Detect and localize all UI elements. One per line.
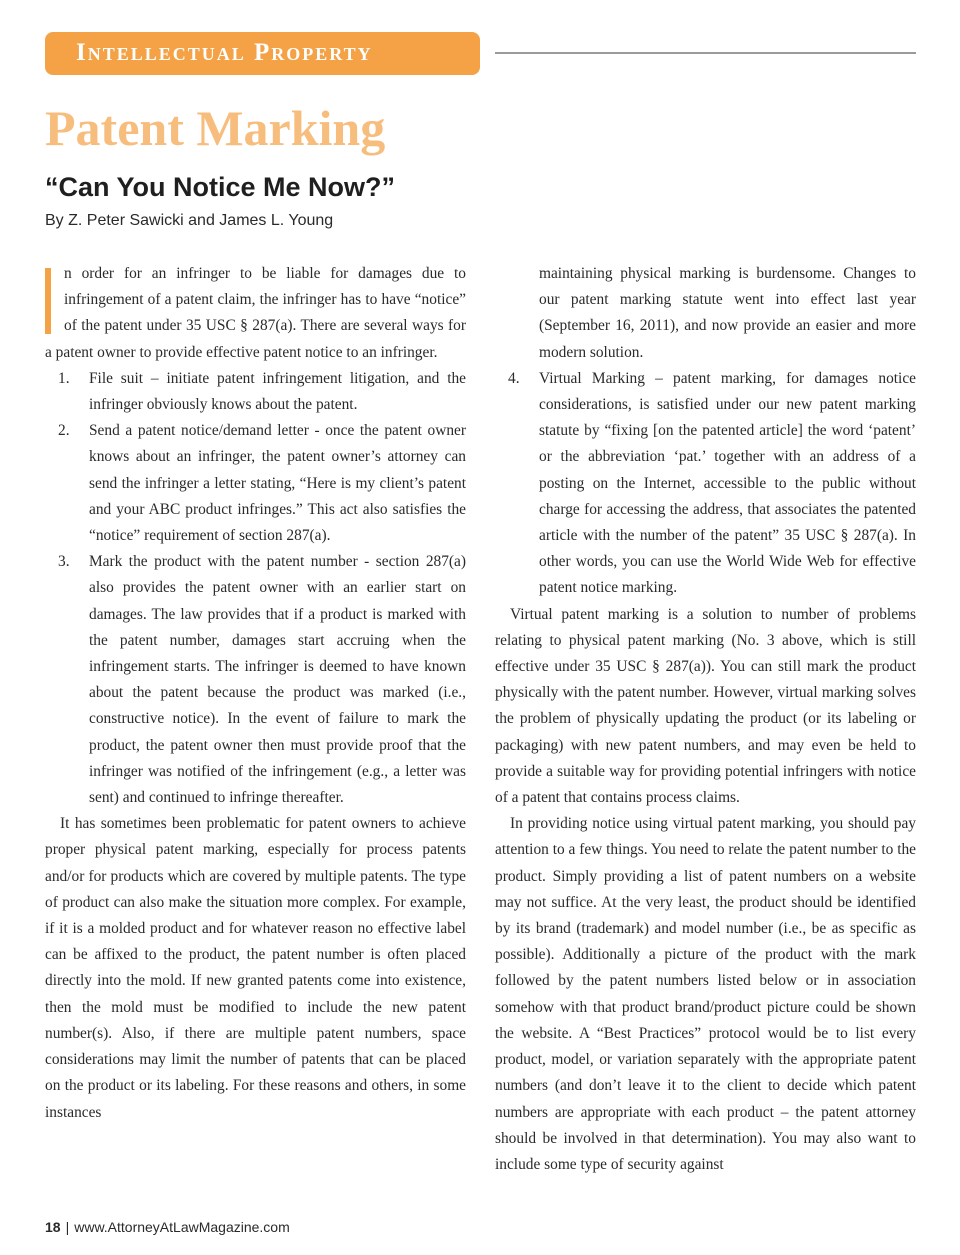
page-number: 18 [45, 1219, 61, 1235]
list-item [45, 418, 466, 549]
section-tag-label: Intellectual Property [76, 39, 373, 66]
footer-website: www.AttorneyAtLawMagazine.com [74, 1219, 290, 1235]
page-footer [45, 1219, 290, 1235]
list-item-text: Virtual Marking – patent marking, for damages notice considerations, is satisfied under our new patent marking statute by “fixing [on the patented article] the word ‘patent’ or the abbreviation ‘pat.’ together with an address of a posting on the Internet, accessible to the public without charge for accessing the address, that associates the patented article with the number of the patent” 35 USC § 287(a). In other words, you can use the World Wide Web for effective patent notice marking. [539, 369, 916, 597]
list-item-number: 2. [58, 422, 70, 440]
left-column [45, 261, 466, 1126]
intro-paragraph [45, 261, 466, 366]
list-item-continuation [495, 261, 916, 366]
list-item [495, 366, 916, 602]
list-item-text: Send a patent notice/demand letter - once the patent owner knows about an infringer, the patent owner’s attorney can send the infringer a letter stating, “Here is my client’s patent and your ABC product infringes.” This act also satisfies the “notice” requirement of section 287(a). [89, 422, 466, 545]
drop-cap-bar [45, 268, 51, 334]
body-paragraph: It has sometimes been problematic for patent owners to achieve proper physical patent marking, especially for process patents and/or for products which are covered by multiple patents. The type of product can also make the situation more complex. For example, if it is a molded product and for whatever reason no effective label can be affixed to the product, the patent number is often placed directly into the mold. If new granted patents come into existence, then the mold must be modified to include the new patent number(s). Also, if there are multiple patent numbers, space considerations may limit the number of patents that can be placed on the product or its labeling. For these reasons and others, in some instances [45, 815, 466, 1121]
article-title: Patent Marking [45, 100, 386, 156]
footer-separator: | [65, 1219, 70, 1235]
list-item-number: 1. [58, 369, 70, 387]
body-paragraph: Virtual patent marking is a solution to number of problems relating to physical patent marking (No. 3 above, which is still effective under 35 USC § 287(a)). You can still mark the product physically with the patent number. However, virtual marking solves the problem of physically updating the product (or its labeling or packaging) with new patent numbers, and may even be held to provide a suitable way for providing potential infringers with notice of a patent that contains process claims. [495, 605, 916, 807]
right-column [495, 261, 916, 1178]
section-tag [45, 32, 480, 75]
list-item-text: maintaining physical marking is burdensome. Changes to our patent marking statute went into effect last year (September 16, 2011), and now provide an easier and more modern solution. [539, 265, 916, 361]
intro-text: n order for an infringer to be liable for damages due to infringement of a patent claim, the infringer has to have “notice” of the patent under 35 USC § 287(a). There are several ways for a patent owner to provide effective patent notice to an infringer. [45, 265, 466, 361]
header-rule [495, 52, 916, 54]
article-subtitle: “Can You Notice Me Now?” [45, 172, 396, 202]
notice-methods-list [45, 366, 466, 811]
list-item-text: Mark the product with the patent number - section 287(a) also provides the patent owner with an earlier start on damages. The law provides that if a product is marked with the patent number, damages start accruing when the infringement starts. The infringer is deemed to have known about the patent because the product was marked (i.e., constructive notice). In the event of failure to mark the product, the patent owner then must provide proof that the infringer was notified of the infringement (e.g., a letter was sent) and continued to infringe thereafter. [89, 553, 466, 807]
body-paragraph: In providing notice using virtual patent marking, you should pay attention to a few things. You need to relate the patent number to the product. Simply providing a list of patent numbers on a website may not suffice. At the very least, the product should be identified by its brand (trademark) and model number (i.e., be as specific as possible). Additionally a picture of the product with the mark followed by the patent numbers listed below or in association somehow with that product brand/product picture could be shown the website. A “Best Practices” protocol would be to list every product, model, or variation separately with the appropriate patent numbers (and don’t leave it to the client to decide which patent numbers are appropriate with each product – the patent attorney should be involved in that determination). You may also want to include some type of security against [495, 815, 917, 1173]
list-item-number: 4. [508, 369, 520, 387]
list-item-number: 3. [58, 553, 70, 571]
list-item [45, 366, 466, 418]
list-item-text: File suit – initiate patent infringement litigation, and the infringer obviously knows about the patent. [89, 369, 466, 414]
notice-methods-list-continued [495, 261, 916, 602]
byline: By Z. Peter Sawicki and James L. Young [45, 212, 334, 229]
list-item [45, 549, 466, 811]
